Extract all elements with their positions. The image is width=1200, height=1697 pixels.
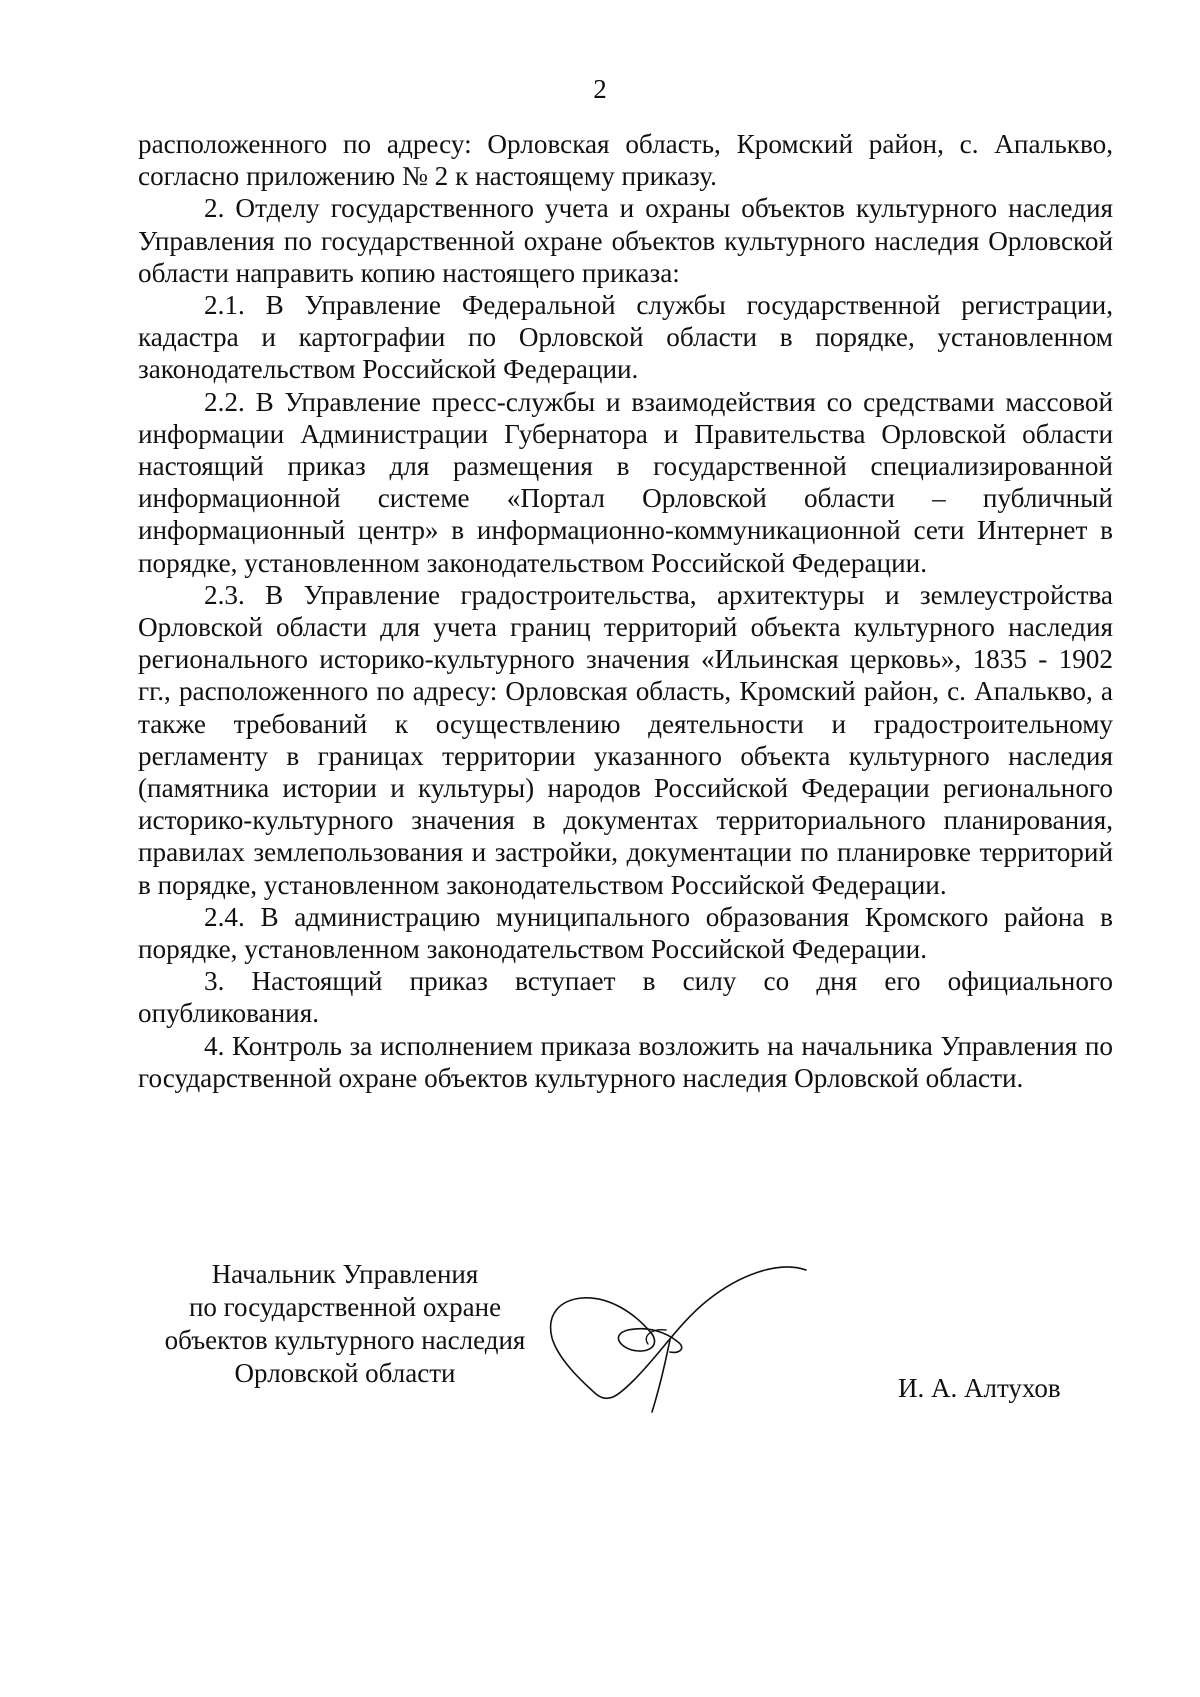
signatory-title-line: Орловской области	[234, 1358, 456, 1388]
paragraph-item-2-3: 2.3. В Управление градостроительства, архитектуры и землеустройства Орловской области для учета границ территорий объекта культурного наследия регионального историко-культурного значения «Ильинская церковь», 1835 - 1902 гг., расположенного по адресу: Орловская область, Кромский район, с. Апалькво, а также требований к осуществлению деятельности и градостроительному регламенту в границах территории указанного объекта культурного наследия (памятника истории и культуры) народов Российской Федерации регионального историко-культурного значения в документах территориального планирования, правилах землепользования и застройки, документации по планировке территорий в порядке, установленном законодательством Российской Федерации.	[138, 579, 1113, 900]
paragraph-item-3: 3. Настоящий приказ вступает в силу со дня его официального опубликования.	[138, 966, 1113, 1029]
paragraph-address-continuation: расположенного по адресу: Орловская область, Кромский район, с. Апалькво, согласно приложению № 2 к настоящему приказу.	[138, 129, 1113, 192]
signatory-title-line: по государственной охране	[188, 1292, 502, 1322]
signatory-name: И. А. Алтухов	[898, 1373, 1061, 1403]
paragraph-item-2-4: 2.4. В администрацию муниципального образования Кромского района в порядке, установленном законодательством Российской Федерации.	[138, 901, 1113, 965]
paragraph-item-2-2: 2.2. В Управление пресс-службы и взаимодействия со средствами массовой информации Администрации Губернатора и Правительства Орловской области настоящий приказ для размещения в государственной специализированной информационной системе «Портал Орловской области – публичный информационный центр» в информационно-коммуникационной сети Интернет в порядке, установленном законодательством Российской Федерации.	[138, 386, 1113, 578]
paragraph-item-2-1: 2.1. В Управление Федеральной службы государственной регистрации, кадастра и картографии по Орловской области в порядке, установленном законодательством Российской Федерации.	[138, 290, 1113, 385]
signatory-title	[130, 1258, 560, 1390]
paragraph-item-2: 2. Отделу государственного учета и охраны объектов культурного наследия Управления по государственной охране объектов культурного наследия Орловской области направить копию настоящего приказа:	[138, 193, 1113, 288]
document-body	[138, 128, 1113, 1094]
page-number: 2	[593, 74, 607, 104]
signatory-title-line: объектов культурного наследия	[164, 1325, 526, 1355]
handwritten-signature	[548, 1262, 838, 1422]
signatory-title-line: Начальник Управления	[211, 1259, 479, 1289]
paragraph-item-4: 4. Контроль за исполнением приказа возложить на начальника Управления по государственной охране объектов культурного наследия Орловской области.	[138, 1030, 1113, 1093]
